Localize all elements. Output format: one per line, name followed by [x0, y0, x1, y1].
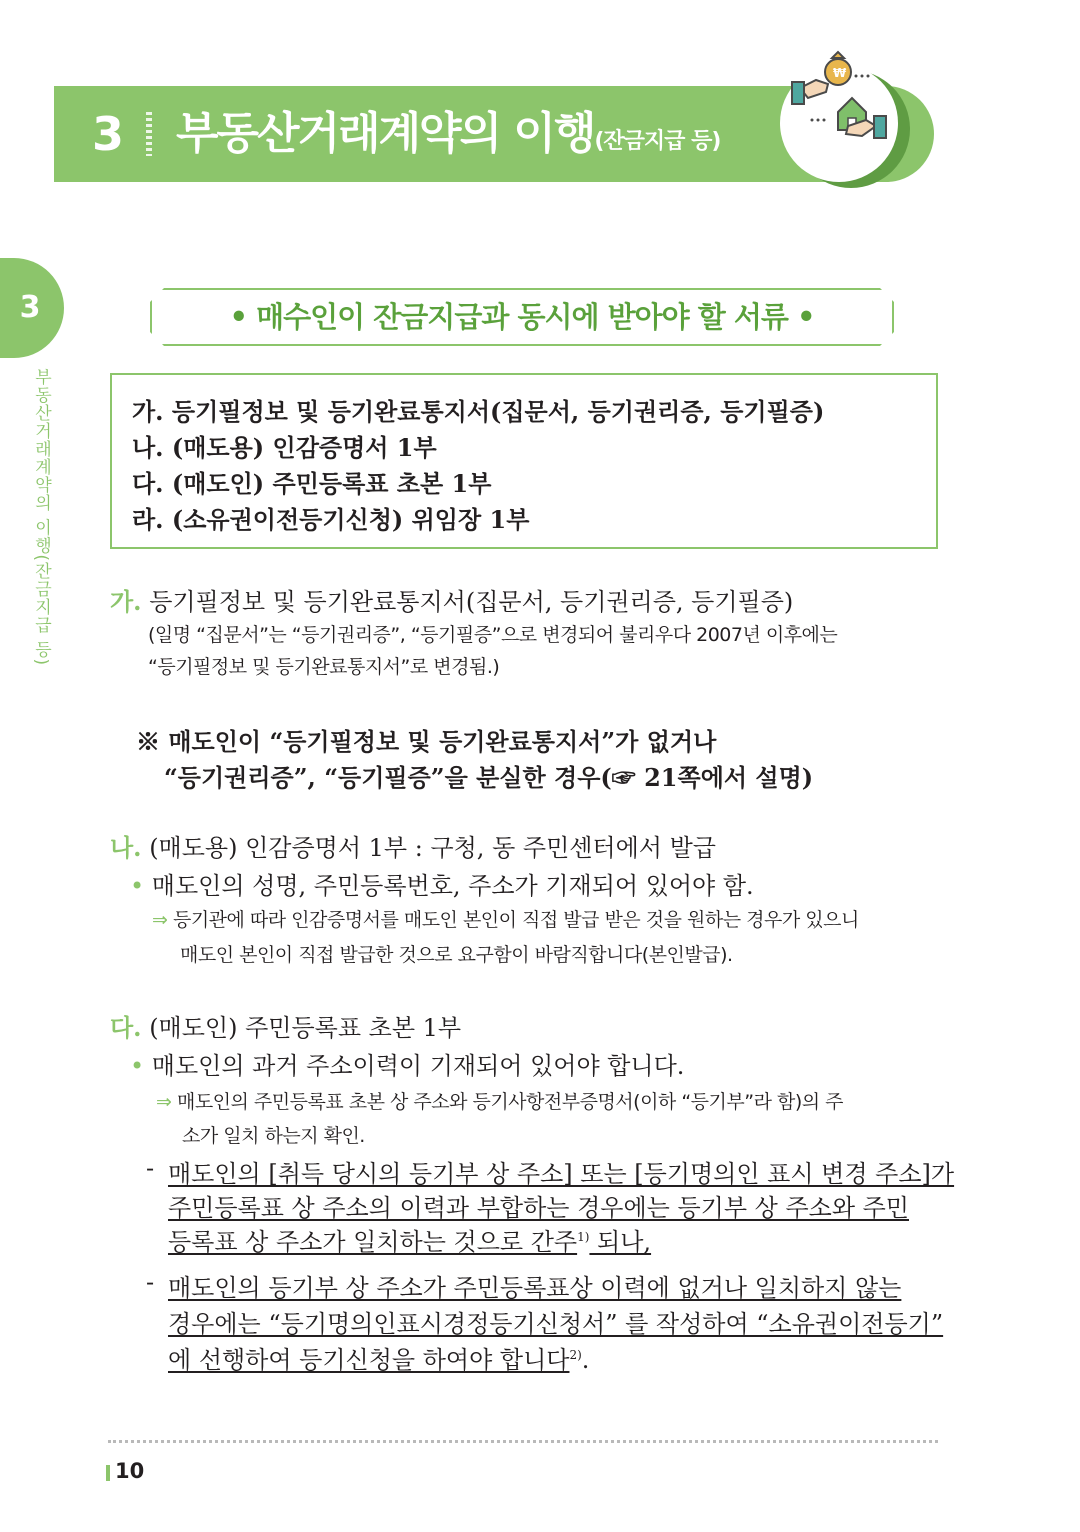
chapter-title-main: 부동산거래계약의 이행 — [176, 108, 595, 159]
page-number: 10 — [115, 1459, 145, 1483]
item-da-text: (매도인) 주민등록표 초본 1부 — [149, 1014, 462, 1042]
item-ga-text: 등기필정보 및 등기완료통지서(집문서, 등기권리증, 등기필증) — [149, 588, 794, 616]
bullet-icon: • — [130, 1052, 145, 1080]
item-da-dash1-line1: 매도인의 [취득 당시의 등기부 상 주소] 또는 [등기명의인 표시 변경 주소]가 — [168, 1160, 955, 1188]
doc-list-item: 나. (매도용) 인감증명서 1부 — [132, 433, 437, 462]
item-da-dash2-end: . — [581, 1346, 590, 1374]
item-da-arrow-line2: 소가 일치 하는지 확인. — [182, 1125, 365, 1147]
item-ga-label: 가. — [110, 587, 142, 616]
page-number-marker — [106, 1465, 110, 1481]
footnote-ref-1: 1) — [577, 1230, 590, 1244]
item-da-arrow-line1 — [156, 1087, 843, 1114]
item-da-dash1-end: 되나, — [589, 1228, 652, 1256]
item-da-dash2-line3 — [168, 1340, 589, 1375]
item-da-dash1-line2: 주민등록표 상 주소의 이력과 부합하는 경우에는 등기부 상 주소와 주민 — [168, 1194, 909, 1222]
svg-text:₩: ₩ — [833, 66, 847, 80]
dash-marker: - — [146, 1268, 155, 1296]
item-na-bullet-text: 매도인의 성명, 주민등록번호, 주소가 기재되어 있어야 함. — [151, 872, 754, 900]
item-ga-heading — [110, 582, 793, 617]
item-na-arrow-line2: 매도인 본인이 직접 발급한 것으로 요구함이 바람직합니다(본인발급). — [180, 944, 733, 966]
doc-list-item: 라. (소유권이전등기신청) 위임장 1부 — [132, 505, 530, 534]
doc-list-item: 가. 등기필정보 및 등기완료통지서(집문서, 등기권리증, 등기필증) — [132, 397, 825, 426]
side-chapter-number: 3 — [19, 290, 41, 325]
bullet-icon: • — [130, 872, 145, 900]
item-na-label: 나. — [110, 833, 142, 862]
chapter-number: 3 — [92, 107, 125, 161]
item-da-label: 다. — [110, 1013, 142, 1042]
side-chapter-label: 부동산거래계약의 이행(잔금지급 등) — [31, 368, 51, 667]
chapter-separator — [146, 112, 152, 156]
item-da-dash1-line3 — [168, 1222, 651, 1257]
item-na-arrow-text1: 등기관에 따라 인감증명서를 매도인 본인이 직접 발급 받은 것을 원하는 경우가 있으니 — [172, 909, 859, 931]
chapter-title-suffix: (잔금지급 등) — [594, 129, 721, 154]
item-na-arrow-line1 — [152, 905, 859, 932]
item-na-bullet — [130, 866, 754, 901]
arrow-icon: ⇒ — [156, 1091, 172, 1113]
item-da-dash2-line1: 매도인의 등기부 상 주소가 주민등록표상 이력에 없거나 일치하지 않는 — [168, 1274, 902, 1302]
notice-line1: ※ 매도인이 “등기필정보 및 등기완료통지서”가 없거나 — [136, 727, 717, 756]
arrow-icon: ⇒ — [152, 909, 168, 931]
footnote-ref-2: 2) — [569, 1348, 582, 1362]
item-ga-note-line2: “등기필정보 및 등기완료통지서”로 변경됨.) — [148, 656, 500, 678]
item-na-heading — [110, 828, 716, 863]
section-heading: • 매수인이 잔금지급과 동시에 받아야 할 서류 • — [229, 300, 815, 334]
money-bag-house-exchange-icon — [786, 46, 896, 156]
item-da-dash2-line2: 경우에는 “등기명의인표시경정등기신청서” 를 작성하여 “소유권이전등기” — [168, 1310, 944, 1338]
item-da-bullet-text: 매도인의 과거 주소이력이 기재되어 있어야 합니다. — [151, 1052, 685, 1080]
item-ga-note-line1: (일명 “집문서”는 “등기권리증”, “등기필증”으로 변경되어 불리우다 2007년 이후에는 — [148, 624, 838, 646]
item-da-dash2-text3: 에 선행하여 등기신청을 하여야 합니다 — [168, 1346, 570, 1374]
notice-line2: “등기권리증”, “등기필증”을 분실한 경우(☞ 21쪽에서 설명) — [164, 763, 814, 792]
item-da-arrow-text1: 매도인의 주민등록표 초본 상 주소와 등기사항전부증명서(이하 “등기부”라 함)의 주 — [176, 1091, 843, 1113]
doc-list-item: 다. (매도인) 주민등록표 초본 1부 — [132, 469, 492, 498]
footer-divider — [108, 1440, 938, 1443]
dash-marker: - — [146, 1154, 155, 1182]
item-da-heading — [110, 1008, 461, 1043]
item-da-dash1-text3: 등록표 상 주소가 일치하는 것으로 간주 — [168, 1228, 578, 1256]
chapter-title — [176, 98, 720, 170]
item-na-text: (매도용) 인감증명서 1부 : 구청, 동 주민센터에서 발급 — [149, 834, 716, 862]
item-da-bullet — [130, 1046, 684, 1081]
